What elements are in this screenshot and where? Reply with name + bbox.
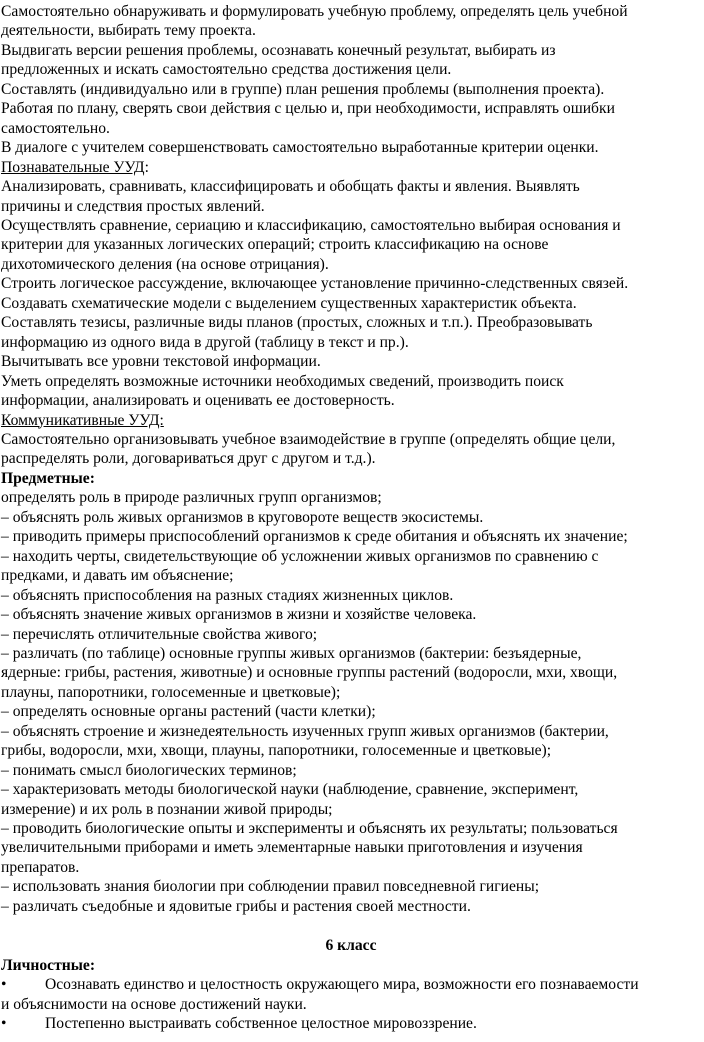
text-line: причины и следствия простых явлений. (1, 197, 265, 215)
text-line: грибы, водоросли, мхи, хвощи, плауны, папоротники, голосеменные и цветковые); (1, 742, 552, 760)
text-line: Вычитывать все уровни текстовой информации. (1, 353, 321, 371)
communicative-heading-text: Коммуникативные УУД: (1, 411, 164, 429)
spacer (1, 916, 701, 936)
text-line: определять роль в природе различных групп организмов; (1, 489, 382, 507)
text-line: – характеризовать методы биологической науки (наблюдение, сравнение, эксперимент, (1, 781, 579, 799)
text-line: предложенных и искать самостоятельно средства достижения цели. (1, 61, 452, 79)
list-item-text: Осознавать единство и целостность окружающего мира, возможности его познаваемости (45, 976, 639, 994)
personal-bullet-list (1, 975, 701, 1033)
text-line: – приводить примеры приспособлений организмов к среде обитания и объяснять их значение; (1, 528, 628, 546)
text-line: Анализировать, сравнивать, классифицировать и обобщать факты и явления. Выявлять (1, 178, 580, 196)
text-line: ядерные: грибы, растения, животные) и основные группы растений (водоросли, мхи, хвощи, (1, 664, 618, 682)
text-line: – объяснять приспособления на разных стадиях жизненных циклов. (1, 586, 454, 604)
subject-results-block (1, 488, 701, 916)
cognitive-heading-colon: : (144, 158, 149, 176)
text-line: деятельности, выбирать тему проекта. (1, 22, 256, 40)
list-item-text: Постепенно выстраивать собственное целостное мировоззрение. (45, 1015, 477, 1033)
text-line: измерение) и их роль в познании живой природы; (1, 800, 333, 818)
subject-heading: Предметные: (1, 469, 95, 487)
text-line: – объяснять значение живых организмов в жизни и хозяйстве человека. (1, 606, 477, 624)
cognitive-heading-text: Познавательные УУД (1, 158, 145, 176)
bullet-icon: • (1, 1015, 7, 1033)
text-line: информацию из одного вида в другой (таблицу в текст и пр.). (1, 333, 409, 351)
text-line: Самостоятельно обнаруживать и формулировать учебную проблему, определять цель учебной (1, 3, 628, 20)
text-line: самостоятельно. (1, 119, 110, 137)
list-item (1, 975, 701, 994)
text-line: Создавать схематические модели с выделением существенных характеристик объекта. (1, 294, 577, 312)
cognitive-heading (1, 158, 701, 177)
bullet-icon: • (1, 976, 7, 994)
text-line: Выдвигать версии решения проблемы, осознавать конечный результат, выбирать из (1, 41, 556, 59)
text-line: плауны, папоротники, голосеменные и цветковые); (1, 683, 341, 701)
text-line: – различать съедобные и ядовитые грибы и растения своей местности. (1, 897, 471, 915)
cognitive-skills-block (1, 177, 701, 410)
personal-heading: Личностные: (1, 956, 96, 974)
list-item (1, 1014, 701, 1033)
text-line: – различать (по таблице) основные группы живых организмов (бактерии: безъядерные, (1, 644, 582, 662)
text-line: – использовать знания биологии при соблюдении правил повседневной гигиены; (1, 878, 540, 896)
communicative-heading (1, 411, 701, 430)
text-line: Самостоятельно организовывать учебное взаимодействие в группе (определять общие цели, (1, 430, 616, 448)
text-line: Осуществлять сравнение, сериацию и классификацию, самостоятельно выбирая основания и (1, 216, 621, 234)
text-line: Составлять тезисы, различные виды планов (простых, сложных и т.п.). Преобразовывать (1, 314, 593, 332)
text-line: распределять роли, договариваться друг с другом и т.д.). (1, 450, 376, 468)
text-line: – находить черты, свидетельствующие об усложнении живых организмов по сравнению с (1, 547, 599, 565)
text-line: – понимать смысл биологических терминов; (1, 761, 297, 779)
text-line: – объяснять роль живых организмов в круговороте веществ экосистемы. (1, 508, 484, 526)
text-line: увеличительными приборами и иметь элементарные навыки приготовления и изучения (1, 839, 583, 857)
text-line: предками, и давать им объяснение; (1, 567, 234, 585)
text-line: – определять основные органы растений (части клетки); (1, 703, 376, 721)
text-line: Строить логическое рассуждение, включающее установление причинно-следственных связей. (1, 275, 629, 293)
text-line: – проводить биологические опыты и эксперименты и объяснять их результаты; пользоваться (1, 820, 618, 838)
regulatory-skills-block (1, 2, 701, 158)
text-line: Составлять (индивидуально или в группе) план решения проблемы (выполнения проекта). (1, 80, 605, 98)
text-line: дихотомического деления (на основе отрицания). (1, 255, 329, 273)
grade-heading: 6 класс (325, 937, 377, 955)
text-line: – объяснять строение и жизнедеятельность изученных групп живых организмов (бактерии, (1, 722, 609, 740)
list-item-continuation: и объяснимости на основе достижений науки. (1, 995, 307, 1013)
text-line: Работая по плану, сверять свои действия с целью и, при необходимости, исправлять ошибки (1, 100, 615, 118)
text-line: критерии для указанных логических операций; строить классификацию на основе (1, 236, 549, 254)
communicative-skills-block (1, 430, 701, 469)
text-line: Уметь определять возможные источники необходимых сведений, производить поиск (1, 372, 564, 390)
text-line: В диалоге с учителем совершенствовать самостоятельно выработанные критерии оценки. (1, 139, 599, 157)
text-line: информации, анализировать и оценивать ее достоверность. (1, 392, 395, 410)
text-line: – перечислять отличительные свойства живого; (1, 625, 318, 643)
text-line: препаратов. (1, 858, 80, 876)
